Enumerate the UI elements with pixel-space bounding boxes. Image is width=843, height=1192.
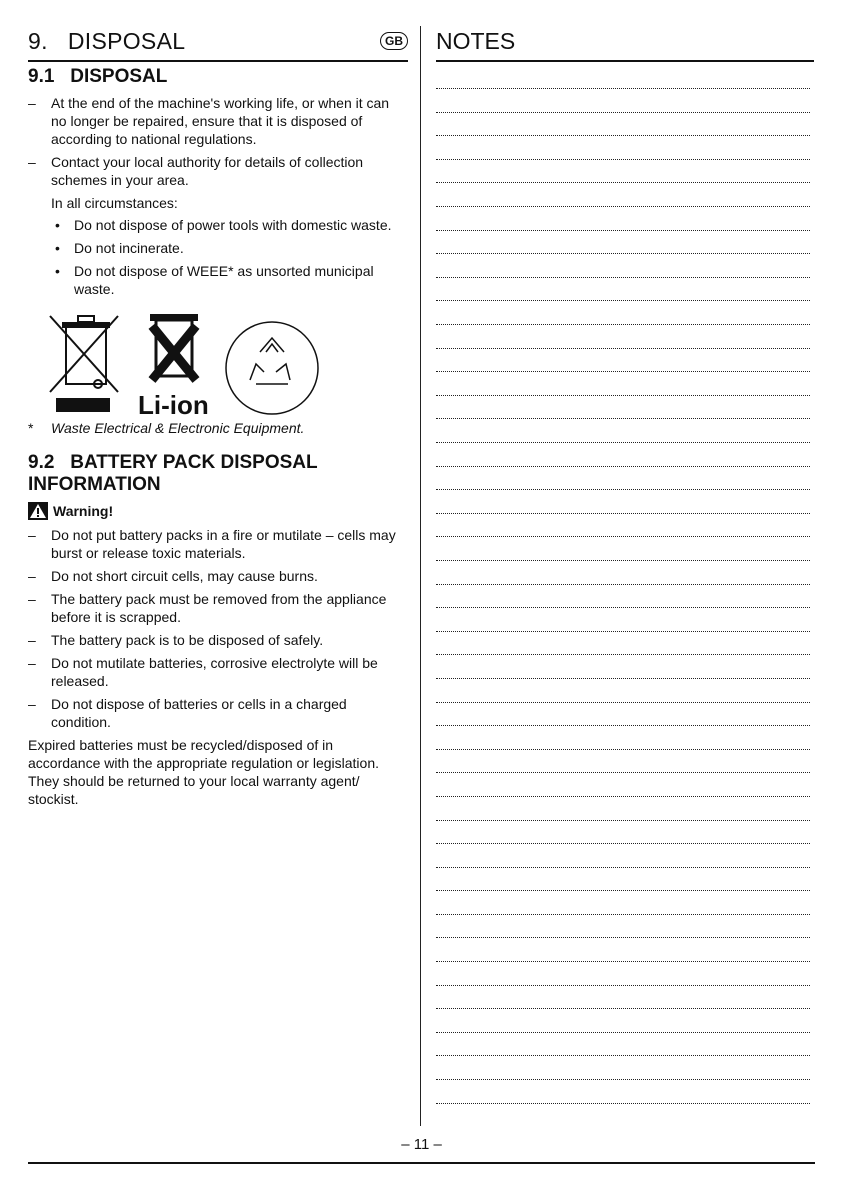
note-line <box>436 679 814 703</box>
note-line <box>436 891 814 915</box>
note-line <box>436 608 814 632</box>
note-line <box>436 655 814 679</box>
note-line <box>436 821 814 845</box>
note-line <box>436 1080 814 1104</box>
subsection-heading-battery: 9.2 BATTERY PACK DISPOSAL INFORMATION <box>28 451 323 495</box>
note-line <box>436 915 814 939</box>
column-divider <box>420 26 421 1126</box>
warning-row <box>28 502 408 520</box>
subsection-heading-disposal: 9.1 DISPOSAL <box>28 65 168 87</box>
note-line <box>436 231 814 255</box>
note-line <box>436 490 814 514</box>
footer-rule <box>28 1162 815 1164</box>
battery-warning-list <box>28 526 408 731</box>
note-line <box>436 207 814 231</box>
list-item: – At the end of the machine's working life, or when it can no longer be repaired, ensure that it is disposed of according to national regulations. <box>28 94 408 148</box>
note-line <box>436 1009 814 1033</box>
note-line <box>436 1033 814 1057</box>
notes-title: NOTES <box>436 28 516 54</box>
note-line <box>436 632 814 656</box>
note-line <box>436 419 814 443</box>
note-line <box>436 868 814 892</box>
battery-recycle-seal-icon <box>226 322 318 414</box>
list-item: – Do not dispose of batteries or cells in a charged condition. <box>28 695 408 731</box>
note-line <box>436 301 814 325</box>
note-line <box>436 467 814 491</box>
note-line <box>436 136 814 160</box>
section-rule <box>28 60 408 62</box>
note-line <box>436 962 814 986</box>
footnote-text: Waste Electrical & Electronic Equipment. <box>51 419 305 436</box>
note-line <box>436 514 814 538</box>
note-line <box>436 113 814 137</box>
note-line <box>436 160 814 184</box>
crossed-out-bin-icon <box>50 316 118 412</box>
warning-triangle-icon <box>28 502 48 520</box>
notes-rule <box>436 60 814 62</box>
note-line <box>436 349 814 373</box>
note-line <box>436 938 814 962</box>
note-line <box>436 89 814 113</box>
list-item: • Do not dispose of power tools with domestic waste. <box>28 216 408 234</box>
note-line <box>436 372 814 396</box>
note-line <box>436 561 814 585</box>
note-line <box>436 443 814 467</box>
bullet-list <box>28 216 408 298</box>
note-line <box>436 278 814 302</box>
region-badge: GB <box>380 32 408 50</box>
footnote-marker: * <box>28 419 34 436</box>
note-line <box>436 254 814 278</box>
list-item: – Do not put battery packs in a fire or mutilate – cells may burst or release toxic materials. <box>28 526 408 562</box>
warning-label: Warning! <box>53 502 114 519</box>
note-line <box>436 750 814 774</box>
list-item: • Do not incinerate. <box>28 239 408 257</box>
closing-paragraph: Expired batteries must be recycled/disposed of in accordance with the appropriate regulation or legislation. They should be returned to your local warranty agent/ stockist. <box>28 736 379 807</box>
note-line <box>436 797 814 821</box>
footnote <box>28 420 408 436</box>
circumstances-label: In all circumstances: <box>51 194 178 211</box>
section-title: 9. DISPOSAL <box>28 27 186 54</box>
list-item: – The battery pack must be removed from the appliance before it is scrapped. <box>28 590 408 626</box>
list-item: – Contact your local authority for details of collection schemes in your area. <box>28 153 408 189</box>
page-number: – 11 – <box>401 1136 442 1153</box>
notes-lines <box>436 66 814 1104</box>
list-item: – Do not short circuit cells, may cause burns. <box>28 567 408 585</box>
note-line <box>436 325 814 349</box>
crossed-out-battery-bin-icon <box>150 314 198 380</box>
notes-column <box>436 24 814 1104</box>
note-line <box>436 773 814 797</box>
note-line <box>436 844 814 868</box>
section-header <box>28 24 408 58</box>
note-line <box>436 1056 814 1080</box>
note-line <box>436 66 814 90</box>
note-line <box>436 183 814 207</box>
note-line <box>436 537 814 561</box>
note-line <box>436 396 814 420</box>
note-line <box>436 726 814 750</box>
list-item: – The battery pack is to be disposed of safely. <box>28 631 408 649</box>
note-line <box>436 703 814 727</box>
liion-label: Li-ion <box>138 389 209 420</box>
note-line <box>436 986 814 1010</box>
note-line <box>436 585 814 609</box>
disposal-list <box>28 94 408 189</box>
list-item: – Do not mutilate batteries, corrosive electrolyte will be released. <box>28 654 408 690</box>
list-item: • Do not dispose of WEEE* as unsorted municipal waste. <box>28 262 408 298</box>
disposal-icons <box>28 310 408 420</box>
disposal-column <box>28 24 408 822</box>
